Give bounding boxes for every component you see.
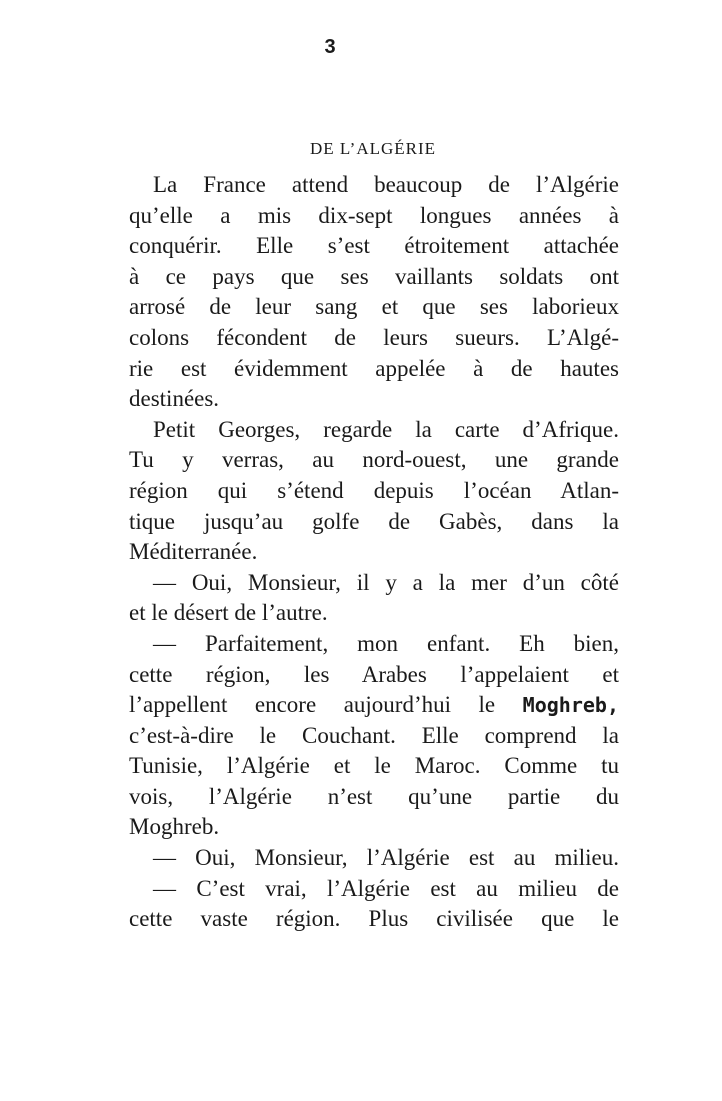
section-title: DE L’ALGÉRIE xyxy=(309,139,437,158)
text-line: rie est évidemment appelée à de hautes xyxy=(129,355,619,381)
text-line: vois, l’Algérie n’est qu’une partie du xyxy=(129,783,619,809)
text-line: et le désert de l’autre. xyxy=(129,600,328,626)
text-line: colons fécondent de leurs sueurs. L’Algé- xyxy=(129,324,619,350)
text-line: arrosé de leur sang et que ses laborieux xyxy=(129,294,619,320)
text-line: La France attend beaucoup de l’Algérie xyxy=(153,172,619,197)
body-text xyxy=(129,170,619,935)
text-line: cette vaste région. Plus civilisée que le xyxy=(129,906,619,932)
text-line: destinées. xyxy=(129,386,220,412)
text-line: Tu y verras, au nord-ouest, une grande xyxy=(129,447,619,473)
text-line: — Oui, Monsieur, il y a la mer d’un côté xyxy=(153,569,619,595)
text-line: cette région, les Arabes l’appelaient et xyxy=(129,661,619,687)
text-line: conquérir. Elle s’est étroitement attachée xyxy=(129,233,619,259)
text-line: région qui s’étend depuis l’océan Atlan- xyxy=(129,477,619,503)
text-line: — C’est vrai, l’Algérie est au milieu de xyxy=(153,875,619,901)
page-number: 3 xyxy=(324,36,336,58)
text-line: Moghreb. xyxy=(129,814,220,840)
text-line: tique jusqu’au golfe de Gabès, dans la xyxy=(129,508,619,534)
text-line: à ce pays que ses vaillants soldats ont xyxy=(129,263,619,289)
text-line: c’est-à-dire le Couchant. Elle comprend la xyxy=(129,722,619,748)
text-line: qu’elle a mis dix-sept longues années à xyxy=(129,202,619,228)
text-line: — Parfaitement, mon enfant. Eh bien, xyxy=(153,630,619,656)
text-line: Petit Georges, regarde la carte d’Afrique. xyxy=(153,416,619,442)
text-line: Tunisie, l’Algérie et le Maroc. Comme tu xyxy=(129,753,619,779)
text-line: — Oui, Monsieur, l’Algérie est au milieu. xyxy=(153,845,619,871)
emphasized-word: Moghreb, xyxy=(522,693,619,718)
text-line-with-emphasis xyxy=(129,690,619,721)
text-fragment: l’appellent encore aujourd’hui le xyxy=(129,692,496,718)
text-line: Méditerranée. xyxy=(129,539,258,565)
